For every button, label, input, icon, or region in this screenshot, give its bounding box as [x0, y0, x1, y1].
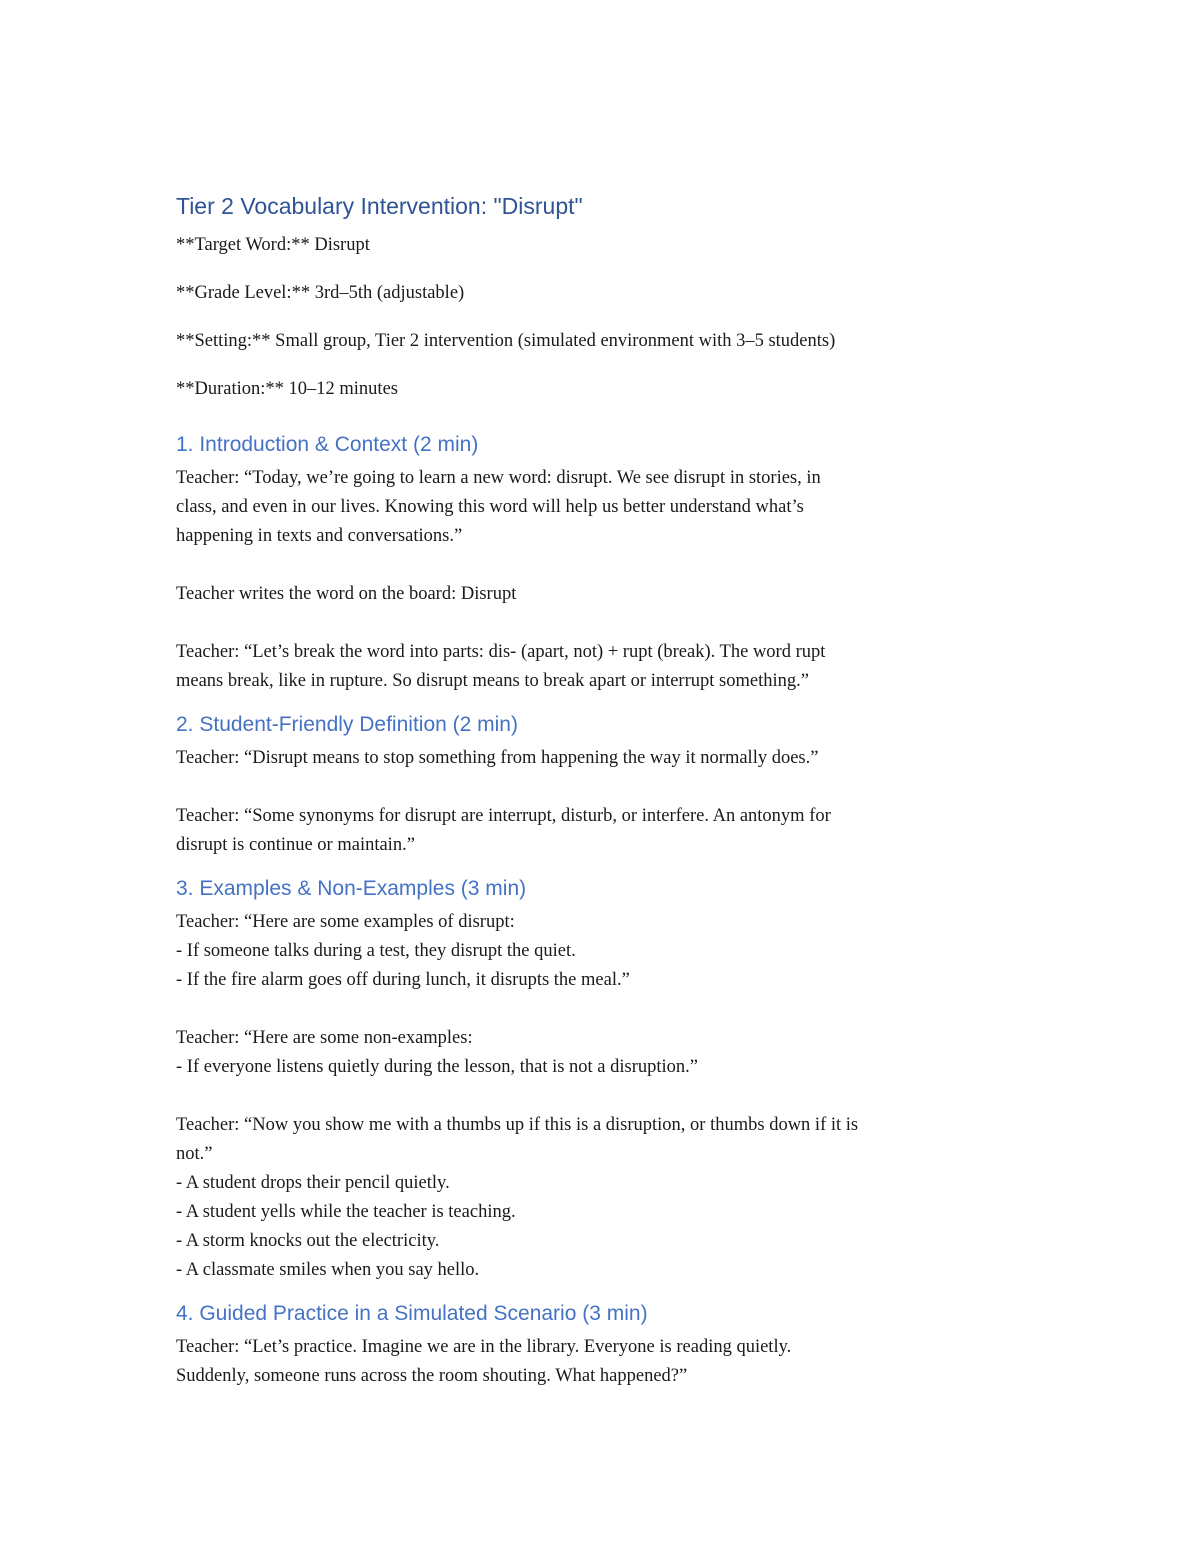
text-line: Teacher: “Let’s break the word into parts: dis- (apart, not) + rupt (break). The word rupt	[176, 642, 826, 662]
text-line: Teacher: “Let’s practice. Imagine we are in the library. Everyone is reading quietly.	[176, 1337, 792, 1357]
meta-setting: **Setting:** Small group, Tier 2 intervention (simulated environment with 3–5 students)	[176, 331, 836, 351]
text-line: disrupt is continue or maintain.”	[176, 835, 415, 855]
text-line: Teacher writes the word on the board: Disrupt	[176, 584, 517, 604]
text-line: - A storm knocks out the electricity.	[176, 1231, 440, 1251]
section-guided-practice	[176, 1299, 1036, 1391]
text-line: happening in texts and conversations.”	[176, 526, 463, 546]
text-line: class, and even in our lives. Knowing this word will help us better understand what’s	[176, 497, 804, 517]
section-heading: 4. Guided Practice in a Simulated Scenario (3 min)	[176, 1302, 648, 1325]
paragraph	[176, 580, 1036, 609]
document-page	[176, 190, 1036, 1391]
section-definition	[176, 710, 1036, 860]
text-line: - If everyone listens quietly during the lesson, that is not a disruption.”	[176, 1057, 699, 1077]
section-heading: 2. Student-Friendly Definition (2 min)	[176, 713, 518, 736]
text-line: - If someone talks during a test, they disrupt the quiet.	[176, 941, 576, 961]
section-heading: 3. Examples & Non-Examples (3 min)	[176, 877, 527, 900]
document-title: Tier 2 Vocabulary Intervention: "Disrupt"	[176, 193, 583, 219]
section-introduction	[176, 430, 1036, 696]
text-line: - A student drops their pencil quietly.	[176, 1173, 450, 1193]
section-heading: 1. Introduction & Context (2 min)	[176, 433, 479, 456]
text-line: not.”	[176, 1144, 213, 1164]
section-examples	[176, 874, 1036, 1285]
meta-duration: **Duration:** 10–12 minutes	[176, 379, 398, 399]
paragraph	[176, 802, 1036, 860]
meta-target-word: **Target Word:** Disrupt	[176, 235, 370, 255]
paragraph	[176, 1111, 1036, 1285]
paragraph	[176, 744, 1036, 773]
text-line: Teacher: “Here are some examples of disrupt:	[176, 912, 515, 932]
text-line: - A classmate smiles when you say hello.	[176, 1260, 480, 1280]
text-line: - A student yells while the teacher is teaching.	[176, 1202, 516, 1222]
paragraph	[176, 1333, 1036, 1391]
paragraph	[176, 464, 1036, 551]
text-line: Teacher: “Now you show me with a thumbs up if this is a disruption, or thumbs down if it is	[176, 1115, 859, 1135]
text-line: Teacher: “Here are some non-examples:	[176, 1028, 473, 1048]
text-line: - If the fire alarm goes off during lunch, it disrupts the meal.”	[176, 970, 630, 990]
text-line: means break, like in rupture. So disrupt means to break apart or interrupt something.”	[176, 671, 809, 691]
meta-grade-level: **Grade Level:** 3rd–5th (adjustable)	[176, 283, 465, 303]
text-line: Teacher: “Disrupt means to stop something from happening the way it normally does.”	[176, 748, 819, 768]
text-line: Teacher: “Some synonyms for disrupt are interrupt, disturb, or interfere. An antonym for	[176, 806, 831, 826]
text-line: Teacher: “Today, we’re going to learn a new word: disrupt. We see disrupt in stories, in	[176, 468, 821, 488]
paragraph	[176, 1024, 1036, 1082]
paragraph	[176, 638, 1036, 696]
paragraph	[176, 908, 1036, 995]
text-line: Suddenly, someone runs across the room shouting. What happened?”	[176, 1366, 688, 1386]
